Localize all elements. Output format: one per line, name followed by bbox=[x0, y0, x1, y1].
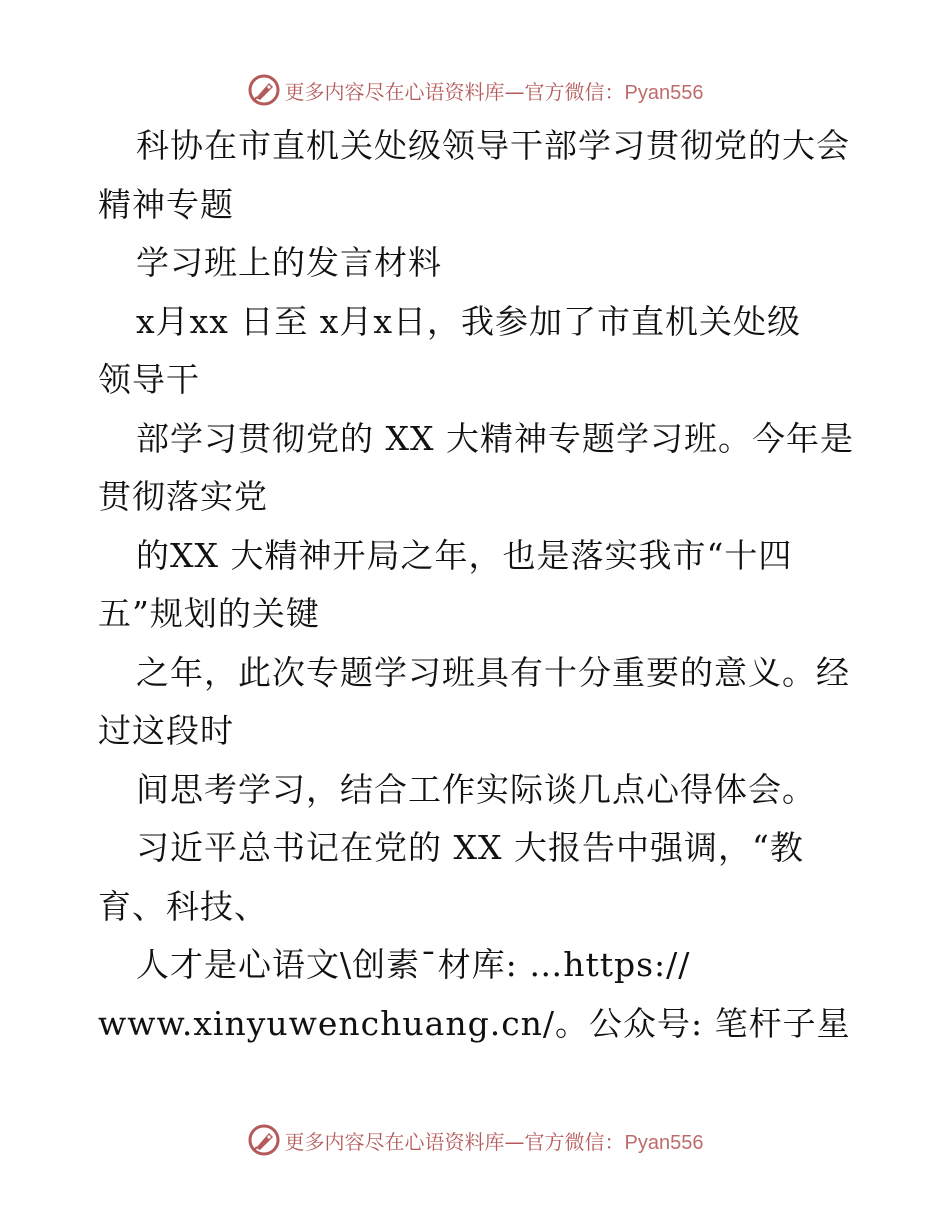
doc-title-line-1: 科协在市直机关处级领导干部学习贯彻党的大会 bbox=[136, 126, 850, 165]
paragraph-line: 之年，此次专题学习班具有十分重要的意义。经 bbox=[136, 653, 850, 692]
paragraph-line: x月xx 日至 x月x日，我参加了市直机关处级 bbox=[136, 302, 802, 341]
footer-banner-text bbox=[285, 1126, 704, 1155]
paragraph-line: 部学习贯彻党的 XX 大精神专题学习班。今年是 bbox=[136, 419, 854, 458]
pen-nib-circle-icon bbox=[247, 1123, 281, 1157]
paragraph-line: 育、科技、 bbox=[98, 887, 268, 926]
paragraph-line: 领导干 bbox=[98, 360, 200, 399]
paragraph-line: 间思考学习，结合工作实际谈几点心得体会。 bbox=[136, 770, 816, 809]
paragraph-line: 五”规划的关键 bbox=[98, 594, 320, 633]
footer-wechat-id: Pyan556 bbox=[624, 1131, 704, 1154]
paragraph-line: 的XX 大精神开局之年，也是落实我市“十四 bbox=[136, 536, 793, 575]
paragraph-line: www.xinyuwenchuang.cn/。公众号: 笔杆子星 bbox=[98, 1004, 851, 1043]
footer-banner-label: 更多内容尽在心语资料库—官方微信： bbox=[284, 1129, 625, 1154]
header-wechat-id: Pyan556 bbox=[624, 81, 704, 104]
footer-banner bbox=[0, 1120, 950, 1160]
doc-title-line-3: 学习班上的发言材料 bbox=[136, 243, 442, 282]
paragraph-line: 人才是心语文\创素¯材库: …https:// bbox=[136, 945, 691, 984]
doc-title-line-2: 精神专题 bbox=[98, 185, 234, 224]
paragraph-line: 贯彻落实党 bbox=[98, 477, 268, 516]
paragraph-line: 习近平总书记在党的 XX 大报告中强调，“教 bbox=[136, 828, 804, 867]
paragraph-line: 过这段时 bbox=[98, 711, 234, 750]
header-banner-label: 更多内容尽在心语资料库—官方微信： bbox=[284, 79, 625, 104]
